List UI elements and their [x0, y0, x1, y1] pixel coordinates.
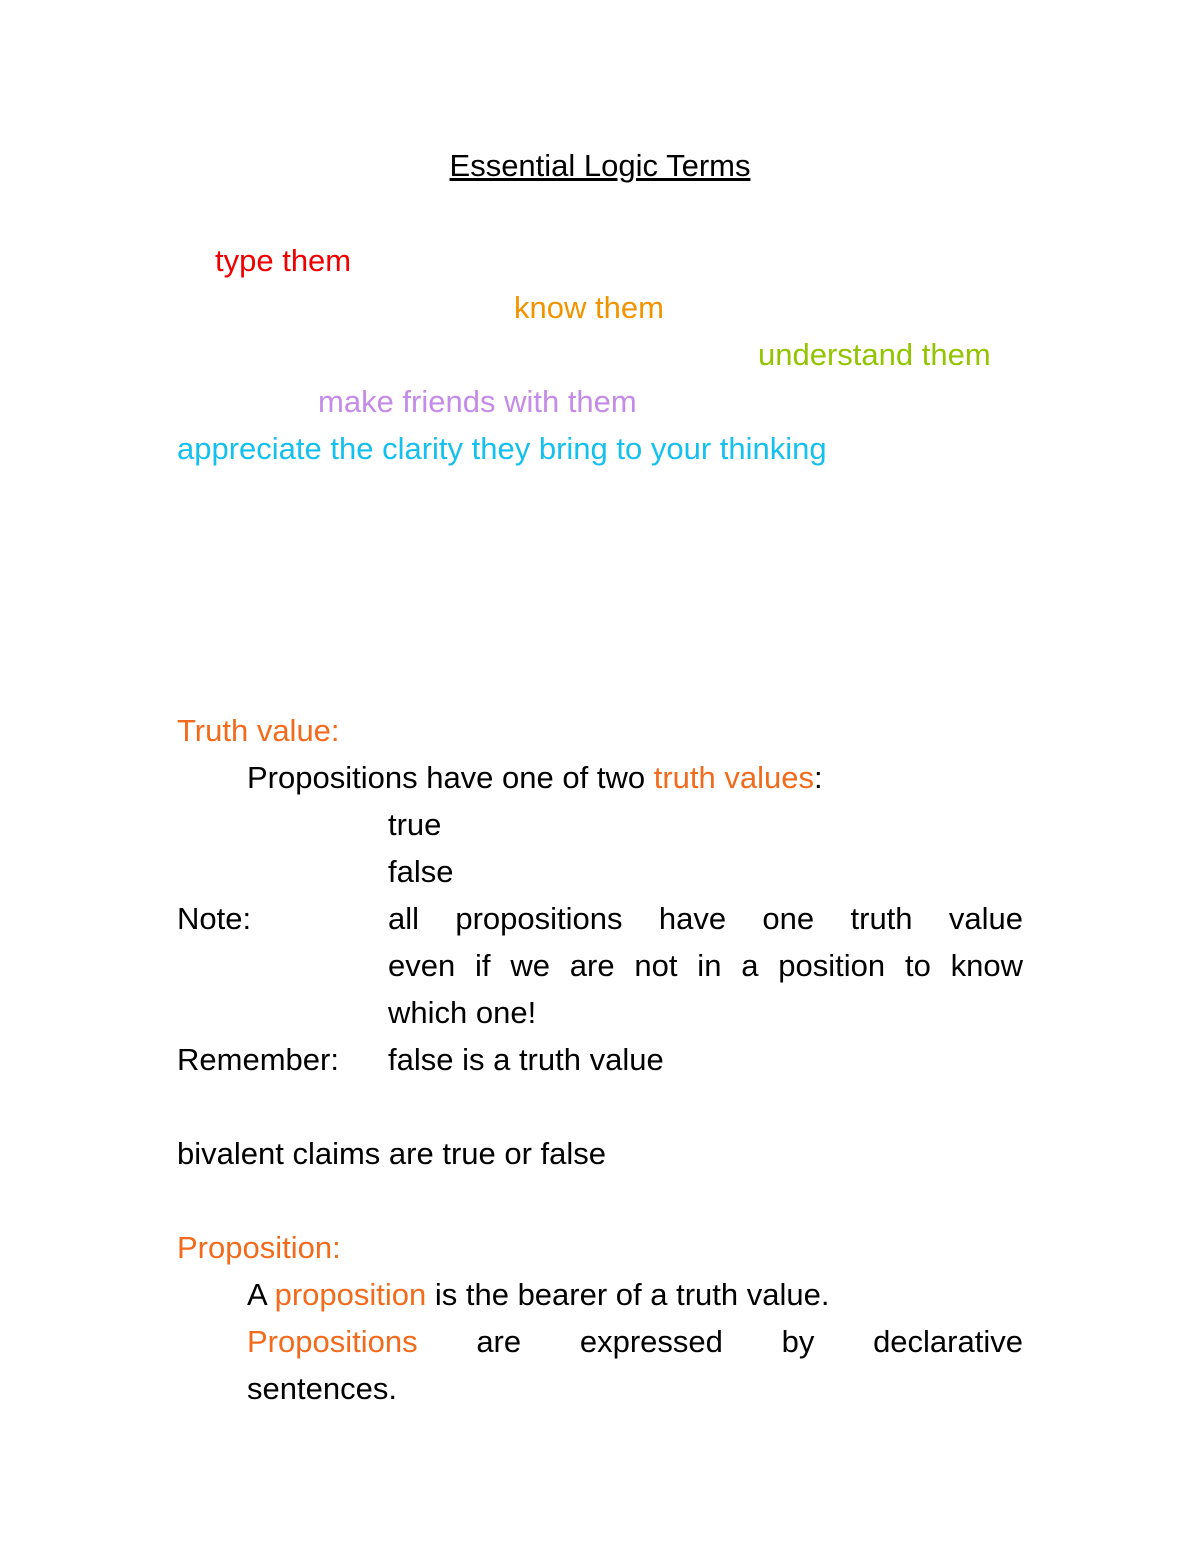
value-true: true [388, 807, 442, 842]
line2-word: expressed [579, 1324, 723, 1359]
note-line-2: even if we are not in a position to know [388, 948, 1023, 983]
motto-type-them: type them [215, 243, 352, 278]
page-title: Essential Logic Terms [449, 148, 751, 183]
line1-text: is the bearer of a truth value. [426, 1277, 830, 1312]
proposition-line-2 [247, 1324, 1023, 1360]
note-line-3: which one! [388, 995, 537, 1030]
remember-text: false is a truth value [388, 1042, 664, 1077]
motto-understand-them: understand them [758, 337, 991, 372]
note-label: Note: [177, 901, 252, 936]
line2-word: are [476, 1324, 522, 1359]
intro-colon: : [813, 760, 823, 795]
intro-text: Propositions have one of two [247, 760, 654, 795]
line1-article: A [247, 1277, 275, 1312]
truth-value-heading: Truth value: [177, 713, 340, 748]
motto-appreciate: appreciate the clarity they bring to your thinking [177, 431, 827, 466]
line2-term: Propositions [247, 1324, 418, 1359]
line2-word: declarative [873, 1324, 1023, 1359]
truth-value-intro [247, 760, 823, 796]
bivalent-definition: bivalent claims are true or false [177, 1136, 607, 1171]
proposition-heading: Proposition: [177, 1230, 341, 1265]
line1-term: proposition [274, 1277, 427, 1312]
intro-term: truth values [653, 760, 814, 795]
note-line-1: all propositions have one truth value [388, 901, 1023, 936]
line2-word: by [781, 1324, 815, 1359]
motto-make-friends: make friends with them [318, 384, 637, 419]
value-false: false [388, 854, 454, 889]
remember-label: Remember: [177, 1042, 339, 1077]
proposition-line-1 [247, 1277, 829, 1313]
motto-know-them: know them [514, 290, 664, 325]
proposition-line-3: sentences. [247, 1371, 397, 1406]
